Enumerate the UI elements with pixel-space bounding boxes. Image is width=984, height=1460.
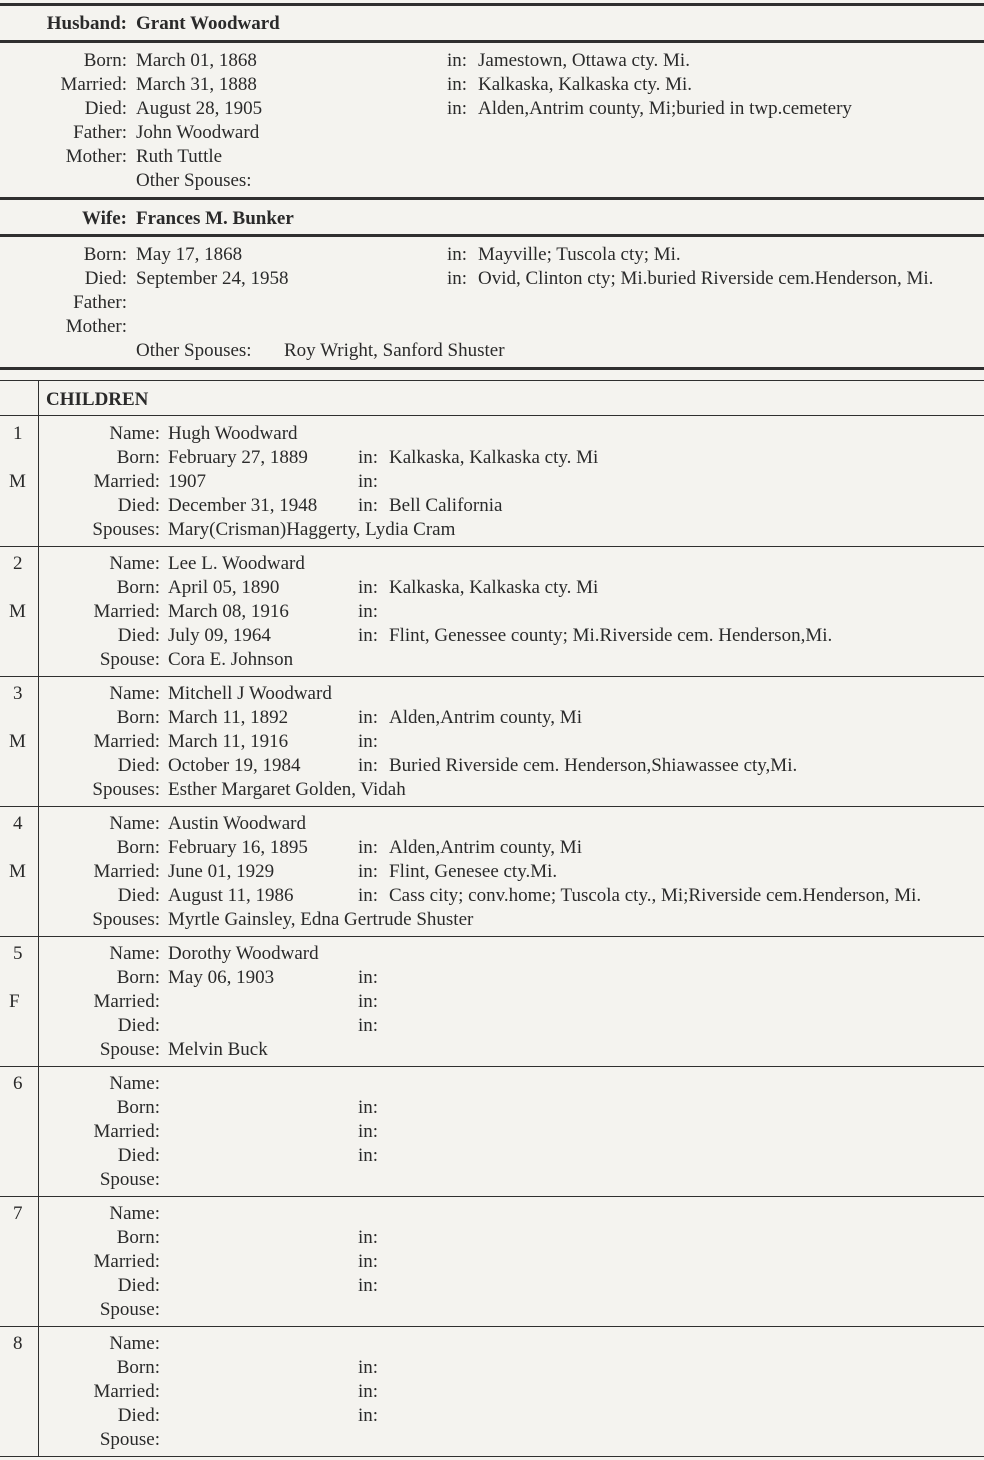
- child-sex: M: [9, 731, 26, 752]
- child-sex: F: [9, 991, 20, 1012]
- child-name-label: Name:: [109, 683, 160, 704]
- wife-born-in-label: in:: [447, 244, 468, 265]
- child-spouse: Cora E. Johnson: [168, 649, 294, 670]
- child-number: 5: [13, 943, 23, 964]
- wife-born-label: Born:: [83, 244, 127, 265]
- child-name: Lee L. Woodward: [168, 553, 305, 574]
- child-born-label: Born:: [116, 447, 160, 468]
- child-spouse: Myrtle Gainsley, Edna Gertrude Shuster: [168, 909, 474, 930]
- child-died-date: October 19, 1984: [168, 755, 301, 776]
- child-died-in-label: in:: [358, 885, 379, 906]
- child-row-divider: [0, 1326, 984, 1327]
- husband-father: John Woodward: [136, 122, 260, 143]
- child-name-label: Name:: [109, 1203, 160, 1224]
- husband-name: Grant Woodward: [136, 13, 280, 34]
- children-top-rule-thin: [0, 380, 984, 381]
- child-died-date: December 31, 1948: [168, 495, 318, 516]
- child-married-label: Married:: [93, 1381, 160, 1402]
- child-died-label: Died:: [117, 1275, 160, 1296]
- child-born-label: Born:: [116, 837, 160, 858]
- child-married-place: Flint, Genesee cty.Mi.: [389, 861, 558, 882]
- child-born-place: Kalkaska, Kalkaska cty. Mi: [389, 577, 599, 598]
- child-married-in-label: in:: [358, 1251, 379, 1272]
- child-spouse-label: Spouse:: [99, 649, 160, 670]
- child-born-label: Born:: [116, 577, 160, 598]
- child-sex: M: [9, 471, 26, 492]
- wife-died-place: Ovid, Clinton cty; Mi.buried Riverside cem.Henderson, Mi.: [478, 268, 934, 289]
- child-died-in-label: in:: [358, 625, 379, 646]
- child-row-divider: [0, 546, 984, 547]
- child-row-divider: [0, 1066, 984, 1067]
- child-name: Dorothy Woodward: [168, 943, 319, 964]
- child-row-divider: [0, 676, 984, 677]
- child-spouse-label: Spouses:: [92, 779, 160, 800]
- child-born-in-label: in:: [358, 1227, 379, 1248]
- child-married-in-label: in:: [358, 601, 379, 622]
- wife-other-spouses: Roy Wright, Sanford Shuster: [284, 340, 505, 361]
- child-died-place: Bell California: [389, 495, 503, 516]
- child-married-date: March 08, 1916: [168, 601, 289, 622]
- child-spouse: Melvin Buck: [168, 1039, 268, 1060]
- child-died-label: Died:: [117, 625, 160, 646]
- wife-name: Frances M. Bunker: [136, 208, 294, 229]
- wife-born-date: May 17, 1868: [136, 244, 243, 265]
- child-born-place: Alden,Antrim county, Mi: [389, 707, 582, 728]
- child-spouse-label: Spouse:: [99, 1299, 160, 1320]
- child-name-label: Name:: [109, 553, 160, 574]
- children-top-rule: [0, 367, 984, 370]
- wife-died-in-label: in:: [447, 268, 468, 289]
- child-spouse-label: Spouses:: [92, 519, 160, 540]
- child-died-in-label: in:: [358, 1275, 379, 1296]
- child-married-label: Married:: [93, 731, 160, 752]
- child-number: 8: [13, 1333, 23, 1354]
- child-number: 3: [13, 683, 23, 704]
- child-married-label: Married:: [93, 1121, 160, 1142]
- child-name: Hugh Woodward: [168, 423, 298, 444]
- child-married-label: Married:: [93, 471, 160, 492]
- husband-mother-label: Mother:: [65, 146, 127, 167]
- child-born-in-label: in:: [358, 577, 379, 598]
- child-name: Austin Woodward: [168, 813, 306, 834]
- husband-father-label: Father:: [73, 122, 127, 143]
- child-died-date: August 11, 1986: [168, 885, 294, 906]
- child-born-label: Born:: [116, 1227, 160, 1248]
- child-died-label: Died:: [117, 1145, 160, 1166]
- child-born-label: Born:: [116, 967, 160, 988]
- child-born-in-label: in:: [358, 447, 379, 468]
- child-married-label: Married:: [93, 1251, 160, 1272]
- child-row-divider: [0, 806, 984, 807]
- child-died-date: July 09, 1964: [168, 625, 271, 646]
- child-died-label: Died:: [117, 755, 160, 776]
- child-number: 2: [13, 553, 23, 574]
- child-row-divider: [0, 1196, 984, 1197]
- children-column-divider: [38, 380, 39, 1457]
- child-died-in-label: in:: [358, 1145, 379, 1166]
- husband-born-in-label: in:: [447, 50, 468, 71]
- child-born-in-label: in:: [358, 1357, 379, 1378]
- child-died-place: Cass city; conv.home; Tuscola cty., Mi;Riverside cem.Henderson, Mi.: [389, 885, 922, 906]
- child-married-date: June 01, 1929: [168, 861, 275, 882]
- child-died-place: Buried Riverside cem. Henderson,Shiawassee cty,Mi.: [389, 755, 798, 776]
- husband-mother: Ruth Tuttle: [136, 146, 223, 167]
- child-name-label: Name:: [109, 1333, 160, 1354]
- child-name-label: Name:: [109, 1073, 160, 1094]
- child-born-date: April 05, 1890: [168, 577, 280, 598]
- child-died-in-label: in:: [358, 1405, 379, 1426]
- child-number: 6: [13, 1073, 23, 1094]
- husband-married-label: Married:: [60, 74, 127, 95]
- child-born-place: Alden,Antrim county, Mi: [389, 837, 582, 858]
- wife-mother-label: Mother:: [65, 316, 127, 337]
- child-sex: M: [9, 861, 26, 882]
- child-spouse-label: Spouse:: [99, 1169, 160, 1190]
- wife-top-rule: [0, 197, 984, 200]
- child-married-in-label: in:: [358, 861, 379, 882]
- child-born-date: March 11, 1892: [168, 707, 289, 728]
- husband-married-in-label: in:: [447, 74, 468, 95]
- wife-died-label: Died:: [84, 268, 127, 289]
- children-header-rule: [0, 415, 984, 416]
- child-died-label: Died:: [117, 495, 160, 516]
- child-died-in-label: in:: [358, 755, 379, 776]
- child-married-in-label: in:: [358, 471, 379, 492]
- husband-died-label: Died:: [84, 98, 127, 119]
- child-born-place: Kalkaska, Kalkaska cty. Mi: [389, 447, 599, 468]
- child-born-in-label: in:: [358, 707, 379, 728]
- husband-died-in-label: in:: [447, 98, 468, 119]
- husband-born-label: Born:: [83, 50, 127, 71]
- child-married-date: 1907: [168, 471, 206, 492]
- wife-header-label: Wife:: [81, 208, 127, 229]
- child-sex: M: [9, 601, 26, 622]
- child-married-date: March 11, 1916: [168, 731, 289, 752]
- child-spouse-label: Spouse:: [99, 1039, 160, 1060]
- children-header: CHILDREN: [46, 389, 149, 410]
- husband-born-place: Jamestown, Ottawa cty. Mi.: [478, 50, 690, 71]
- child-born-date: February 16, 1895: [168, 837, 308, 858]
- child-died-in-label: in:: [358, 495, 379, 516]
- child-died-label: Died:: [117, 1015, 160, 1036]
- child-number: 1: [13, 423, 23, 444]
- child-name-label: Name:: [109, 943, 160, 964]
- wife-other-spouses-label: Other Spouses:: [136, 340, 252, 361]
- child-name-label: Name:: [109, 813, 160, 834]
- bottom-rule: [0, 1456, 984, 1457]
- husband-header-label: Husband:: [46, 13, 127, 34]
- child-born-label: Born:: [116, 1357, 160, 1378]
- child-born-in-label: in:: [358, 1097, 379, 1118]
- child-born-in-label: in:: [358, 967, 379, 988]
- child-born-label: Born:: [116, 1097, 160, 1118]
- child-spouse: Esther Margaret Golden, Vidah: [168, 779, 406, 800]
- child-married-in-label: in:: [358, 1381, 379, 1402]
- child-spouse: Mary(Crisman)Haggerty, Lydia Cram: [168, 519, 456, 540]
- child-born-in-label: in:: [358, 837, 379, 858]
- child-married-in-label: in:: [358, 731, 379, 752]
- child-died-in-label: in:: [358, 1015, 379, 1036]
- child-spouse-label: Spouses:: [92, 909, 160, 930]
- child-spouse-label: Spouse:: [99, 1429, 160, 1450]
- child-row-divider: [0, 936, 984, 937]
- child-number: 4: [13, 813, 23, 834]
- child-married-in-label: in:: [358, 991, 379, 1012]
- wife-died-date: September 24, 1958: [136, 268, 289, 289]
- child-died-label: Died:: [117, 885, 160, 906]
- wife-father-label: Father:: [73, 292, 127, 313]
- child-married-in-label: in:: [358, 1121, 379, 1142]
- top-rule: [0, 3, 984, 6]
- child-married-label: Married:: [93, 601, 160, 622]
- wife-header-rule: [0, 234, 984, 237]
- child-married-label: Married:: [93, 861, 160, 882]
- child-died-label: Died:: [117, 1405, 160, 1426]
- husband-married-date: March 31, 1888: [136, 74, 257, 95]
- child-name: Mitchell J Woodward: [168, 683, 332, 704]
- husband-other-spouses-label: Other Spouses:: [136, 170, 252, 191]
- child-number: 7: [13, 1203, 23, 1224]
- husband-born-date: March 01, 1868: [136, 50, 257, 71]
- husband-died-place: Alden,Antrim county, Mi;buried in twp.cemetery: [478, 98, 852, 119]
- child-died-place: Flint, Genessee county; Mi.Riverside cem. Henderson,Mi.: [389, 625, 833, 646]
- child-born-date: February 27, 1889: [168, 447, 308, 468]
- child-born-label: Born:: [116, 707, 160, 728]
- child-name-label: Name:: [109, 423, 160, 444]
- husband-married-place: Kalkaska, Kalkaska cty. Mi.: [478, 74, 693, 95]
- wife-born-place: Mayville; Tuscola cty; Mi.: [478, 244, 681, 265]
- child-born-date: May 06, 1903: [168, 967, 275, 988]
- child-married-label: Married:: [93, 991, 160, 1012]
- husband-died-date: August 28, 1905: [136, 98, 263, 119]
- husband-header-rule: [0, 40, 984, 43]
